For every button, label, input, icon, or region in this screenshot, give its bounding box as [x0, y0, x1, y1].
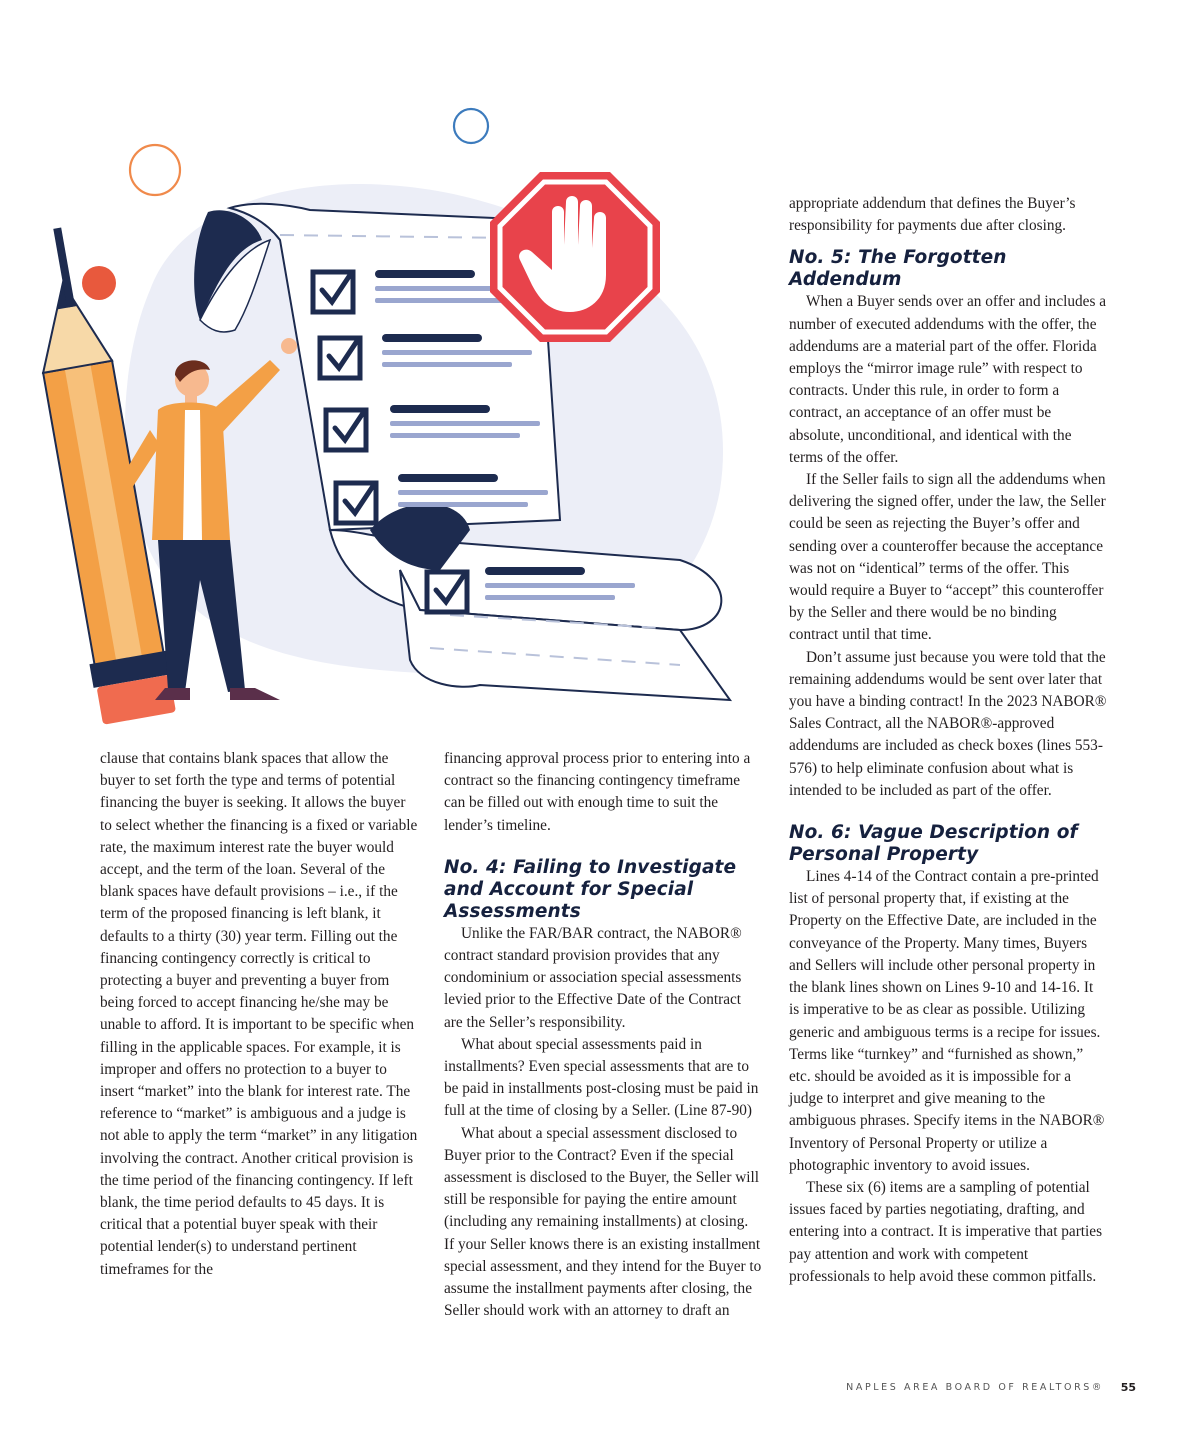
section-heading: No. 4: Failing to Investigate and Account for Special Assessments [444, 856, 737, 922]
section-heading: No. 6: Vague Description of Personal Property [789, 822, 1078, 866]
body-paragraph: clause that contains blank spaces that allow the buyer to set forth the type and terms of potential financing the buyer is seeking. It allows the buyer to select whether the financing is a fixed or variable rate, the maximum interest rate the buyer would accept, and the term of the loan. Several of the blank spaces have default provisions – i.e., if the term of the proposed financing is left blank, it defaults to a thirty (30) year term. Filling out the financing contingency correctly is critical to protecting a buyer and preventing a buyer from being forced to accept financing he/she may be unable to afford. It is important to be specific when filling in the applicable spaces. For example, it is improper and offers no protection to a buyer to insert “market” into the blank for interest rate. The reference to “market” is ambiguous and a judge is not able to apply the term “market” in any litigation involving the contract. Another critical provision is the time period of the financing contingency. If left blank, the time period defaults to 45 days. It is critical that a potential buyer speak with their potential lender(s) to understand pertinent timeframes for the [100, 750, 418, 1278]
body-paragraph: If the Seller fails to sign all the addendums when delivering the signed offer, under the law, the Seller could be seen as rejecting the Buyer’s offer and sending over a counteroffer because the acceptance was not on “identical” terms of the offer. This would require a Buyer to “accept” this counteroffer by the Seller and there would be no binding contract until that time. [789, 471, 1106, 644]
body-paragraph: Unlike the FAR/BAR contract, the NABOR® contract standard provision provides that any condominium or association special assessments levied prior to the Effective Date of the Contract are the Seller’s responsibility. [444, 924, 742, 1031]
column-3 [789, 193, 1107, 1288]
column-2 [444, 748, 762, 1322]
body-paragraph: These six (6) items are a sampling of potential issues faced by parties negotiating, drafting, and entering into a contract. It is imperative that parties pay attention and work with competent professionals to help avoid these common pitfalls. [789, 1178, 1103, 1285]
body-paragraph: financing approval process prior to entering into a contract so the financing contingency timeframe can be filled out with enough time to suit the lender’s timeline. [444, 750, 751, 834]
body-paragraph: Don’t assume just because you were told that the remaining addendums would be sent over later that you have a binding contract! In the 2023 NABOR® Sales Contract, all the NABOR®-approved addendums are included as check boxes (lines 553-576) to help eliminate confusion about what is intended to be included as part of the offer. [789, 648, 1107, 799]
body-paragraph: What about a special assessment disclosed to Buyer prior to the Contract? Even if the special assessment is disclosed to the Buyer, the Seller will still be responsible for paying the entire amount (including any remaining installments) at closing. If your Seller knows there is an existing installment special assessment, and they intend for the Buyer to assume the installment payments after closing, the Seller should work with an attorney to draft an [444, 1124, 762, 1320]
body-paragraph: Lines 4-14 of the Contract contain a pre-printed list of personal property that, if existing at the Property on the Effective Date, are included in the conveyance of the Property. Many times, Buyers and Sellers will include other personal property in the blank lines shown on Lines 9-10 and 14-16. It is imperative to be as clear as possible. Utilizing generic and ambiguous terms is a recipe for issues. Terms like “turnkey” and “furnished as shown,” etc. should be avoided as it is impossible for a judge to interpret and give meaning to the ambiguous phrases. Specify items in the NABOR® Inventory of Personal Property or utilize a photographic inventory to avoid issues. [789, 868, 1105, 1174]
deco-circle-orange [130, 145, 180, 195]
footer-publication [846, 1382, 1104, 1393]
publication-name: NAPLES AREA BOARD OF REALTORS® [846, 1382, 1104, 1393]
stop-hand-sign-icon [490, 172, 660, 342]
section-heading: No. 5: The Forgotten Addendum [789, 247, 1007, 291]
checklist-illustration [40, 100, 760, 730]
body-paragraph: appropriate addendum that defines the Buyer’s responsibility for payments due after closing. [789, 195, 1076, 235]
page-number: 55 [1120, 1381, 1136, 1394]
body-paragraph: When a Buyer sends over an offer and includes a number of executed addendums with the offer, the addendums are a material part of the offer. Florida employs the “mirror image rule” with respect to contracts. Under this rule, in order to form a contract, an acceptance of an offer must be absolute, unconditional, and identical with the terms of the offer. [789, 293, 1107, 466]
deco-dot-red [82, 266, 116, 300]
deco-circle-blue [454, 109, 488, 143]
body-paragraph: What about special assessments paid in installments? Even special assessments that are to be paid in installments post-closing must be paid in full at the time of closing by a Seller. (Line 87-90) [444, 1035, 759, 1120]
column-1 [100, 748, 418, 1281]
